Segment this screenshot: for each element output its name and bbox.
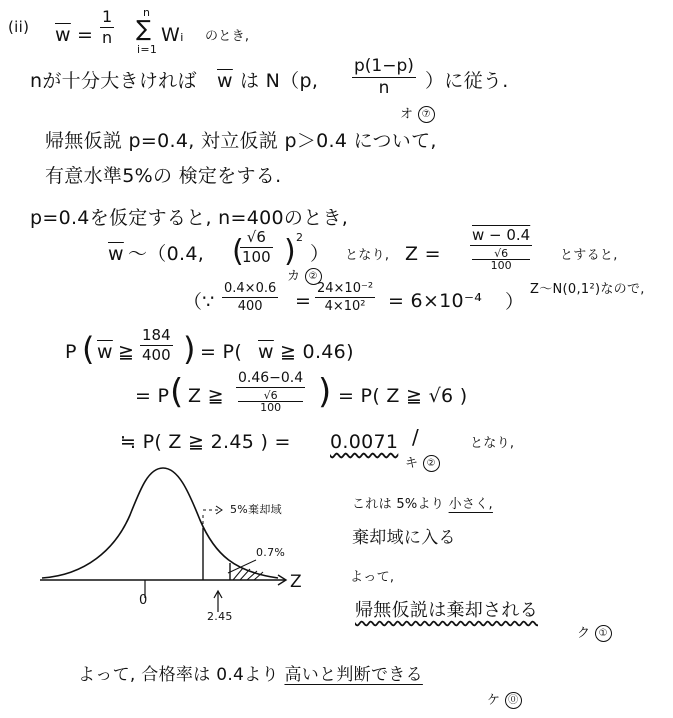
answer-choice-circle: ① [595,625,612,642]
axis-z-label: Z [290,572,302,592]
line10-tail: となり, [470,436,515,451]
distribution-close: ） [310,243,330,265]
line6-tail: とすると, [560,248,618,263]
critical-value-label: 2.45 [207,610,233,623]
because-open: （∵ [183,291,215,313]
paren-right: ) [318,372,332,412]
smaller-emphasis: 小さく, [448,497,493,512]
part-label: (ii) [8,18,30,36]
rejection-region-label: 5%棄却域 [230,503,282,516]
mean-w-symbol: $\overline{w}$ [217,70,233,92]
significance-line: 有意水準5%の 検定をする. [45,165,282,187]
sum-symbol: ∑ [136,17,152,42]
prob-rest-pre: = P( [200,341,243,363]
one-over-n-fraction: $\frac{1}{n}$ [102,7,113,47]
sum-lower-limit: i=1 [137,43,158,56]
z-ge: Z ≧ [188,385,224,407]
mean-w-symbol: $\overline{w}$ [258,341,274,363]
paren-right: ) [183,330,196,368]
prob-sqrt6: = P( Z ≧ √6 ) [338,385,468,407]
answer-tag-ki: キ ② [405,455,440,472]
answer-choice-circle: ② [305,268,322,285]
answer-tag-ke: ケ ⓪ [487,692,522,709]
variance-fraction: $\frac{p(1-p)}{n}$ [354,56,414,98]
sum-upper-limit: n [143,6,151,19]
in-region-text: 棄却域に入る [352,528,456,548]
answer-tag-ka: カ ② [287,268,322,285]
answer-tag-o: オ ⑦ [400,106,435,123]
therefore-text: よって, [350,570,395,585]
z-value-fraction: 0.46−0.4 √6 100 [238,370,304,414]
answer-tag-ku: ク ① [577,625,612,642]
paren-left: ( [82,330,95,368]
line2-mid: は N（p, [240,70,319,92]
prob-rest-post: ≧ 0.46) [280,341,354,363]
paren-left: ( [170,372,184,412]
line2-head: nが十分大きければ [30,70,197,92]
sd-fraction: $\frac{√6}{100}$ [242,228,271,266]
distribution-open: 〜（0.4, [128,243,205,265]
mean-w-symbol: $\overline{w}$ [108,243,124,265]
final-statement: よって, 合格率は 0.4より 高いと判断できる [78,665,423,685]
sum-term: Wᵢ [161,24,184,46]
normal-curve-figure [30,460,310,625]
assumption-line: p=0.4を仮定すると, n=400のとき, [30,207,349,229]
reject-conclusion: 帰無仮説は棄却される [355,600,538,621]
prob-p: P [65,341,77,363]
paren-left: ( [232,234,245,269]
paren-right: ) [284,234,297,269]
prob-lead: = P [135,385,170,407]
because-close: ） [505,291,525,313]
answer-choice-circle: ② [423,455,440,472]
mean-w-symbol: $\overline{w}$ [55,24,71,46]
z-definition: Z = [405,243,441,265]
equals-sign: = [295,290,312,312]
prob-approx: ≒ P( Z ≧ 2.45 ) = [120,431,291,453]
compare-text: これは 5%より 小さく, [352,497,493,512]
z-standard-normal: Z〜N(0,1²)なので, [530,282,645,297]
cursor-mark: / [412,425,420,449]
square-exponent: 2 [296,231,304,244]
hypothesis-line: 帰無仮説 p=0.4, 対立仮説 p＞0.4 について, [45,130,437,152]
equals-sign: = [77,24,94,46]
bell-curve [42,468,278,578]
ratio-fraction: $\frac{184}{400}$ [142,326,171,364]
mean-w-symbol: $\overline{w}$ [97,341,113,363]
variance-calc-fraction: $\frac{0.4\times 0.6}{400}$ [224,281,277,314]
answer-choice-circle: ⓪ [505,692,522,709]
variance-calc-fraction-2: $\frac{\text{24×10⁻²}}{\text{4×10²}}$ [317,281,374,314]
ge-sign: ≧ [118,341,135,363]
line1-tail: のとき, [205,29,250,44]
z-standardize-fraction: w − 0.4 √6 100 [472,226,531,272]
percent-label: 0.7% [256,546,286,559]
line2-close: ）に従う. [425,70,509,92]
zero-label: 0 [139,593,148,608]
line6-connector: となり, [345,248,390,263]
variance-result: = 6×10⁻⁴ [388,290,483,312]
answer-choice-circle: ⑦ [418,106,435,123]
p-value: 0.0071 [330,431,399,453]
final-emphasis: 高いと判断できる [284,665,423,685]
